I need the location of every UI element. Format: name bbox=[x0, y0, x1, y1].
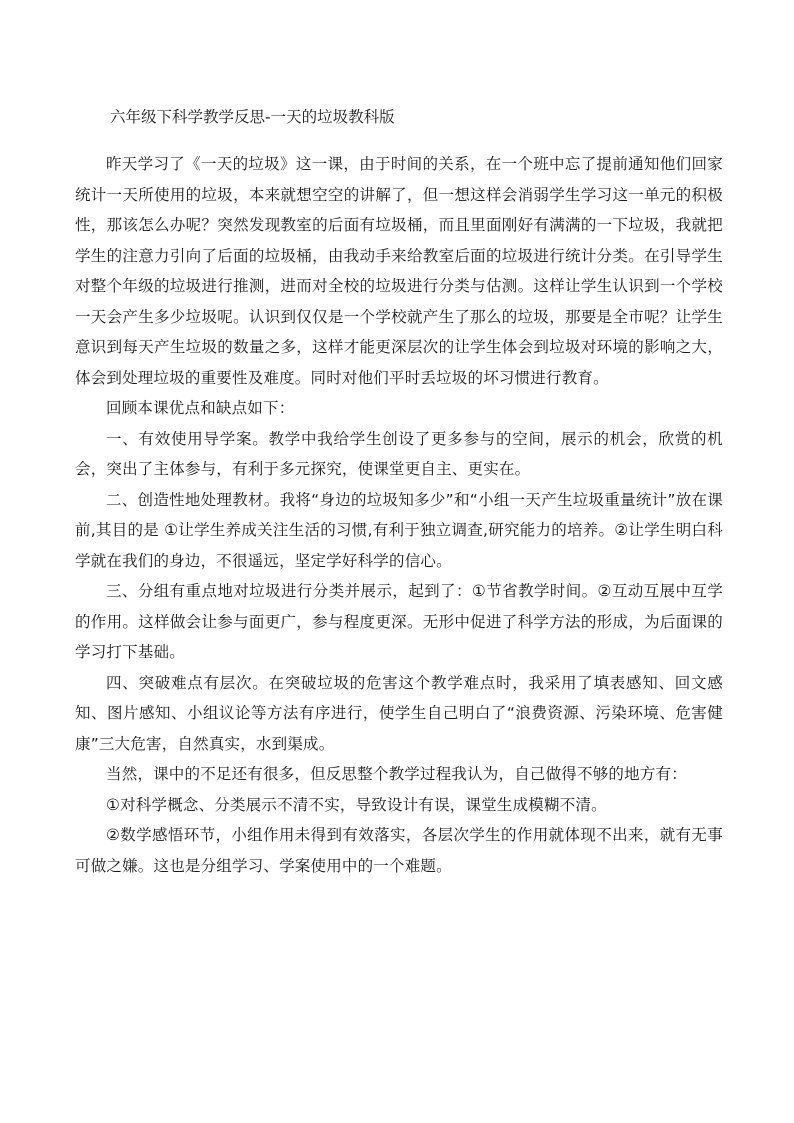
paragraph-point-two: 二、创造性地处理教材。我将“身边的垃圾知多少”和“小组一天产生垃圾重量统计”放在课前,其目的是 ①让学生养成关注生活的习惯,有利于独立调查,研究能力的培养。②让学生明白科学就在我们的身边，不很遥远，坚定学好科学的信心。 bbox=[75, 490, 723, 570]
paragraph-point-three: 三、分组有重点地对垃圾进行分类并展示，起到了：①节省教学时间。②互动互展中互学的作用。这样做会让参与面更广，参与程度更深。无形中促进了科学方法的形成，为后面课的学习打下基础。 bbox=[75, 582, 723, 661]
document-body bbox=[75, 149, 723, 881]
document-title: 六年级下科学教学反思-一天的垃圾教科版 bbox=[110, 108, 395, 126]
paragraph-shortcoming-two: ②数学感悟环节，小组作用未得到有效落实，各层次学生的作用就体现不出来，就有无事可做之嫌。这也是分组学习、学案使用中的一个难题。 bbox=[75, 826, 723, 875]
paragraph-point-four: 四、突破难点有层次。在突破垃圾的危害这个教学难点时，我采用了填表感知、回文感知、图片感知、小组议论等方法有序进行，使学生自己明白了“浪费资源、污染环境、危害健康”三大危害，自然真实，水到渠成。 bbox=[75, 673, 723, 753]
paragraph-review-heading: 回顾本课优点和缺点如下： bbox=[106, 399, 295, 417]
paragraph-shortcoming-one: ①对科学概念、分类展示不清不实，导致设计有误，课堂生成模糊不清。 bbox=[106, 795, 607, 814]
paragraph-point-one: 一、有效使用导学案。教学中我给学生创设了更多参与的空间，展示的机会，欣赏的机会，突出了主体参与，有利于多元探究，使课堂更自主、更实在。 bbox=[75, 429, 723, 478]
paragraph-intro: 昨天学习了《一天的垃圾》这一课，由于时间的关系，在一个班中忘了提前通知他们回家统计一天所使用的垃圾，本来就想空空的讲解了，但一想这样会消弱学生学习这一单元的积极性，那该怎么办呢？突然发现教室的后面有垃圾桶，而且里面刚好有满满的一下垃圾，我就把学生的注意力引向了后面的垃圾桶，由我动手来给教室后面的垃圾进行统计分类。在引导学生对整个年级的垃圾进行推测，进而对全校的垃圾进行分类与估测。这样让学生认识到一个学校一天会产生多少垃圾呢。认识到仅仅是一个学校就产生了那么的垃圾，那要是全市呢？让学生意识到每天产生垃圾的数量之多，这样才能更深层次的让学生体会到垃圾对环境的影响之大，体会到处理垃圾的重要性及难度。同时对他们平时丢垃圾的坏习惯进行教育。 bbox=[75, 155, 723, 387]
paragraph-shortcomings-intro: 当然，课中的不足还有很多，但反思整个教学过程我认为，自己做得不够的地方有： bbox=[106, 765, 687, 783]
